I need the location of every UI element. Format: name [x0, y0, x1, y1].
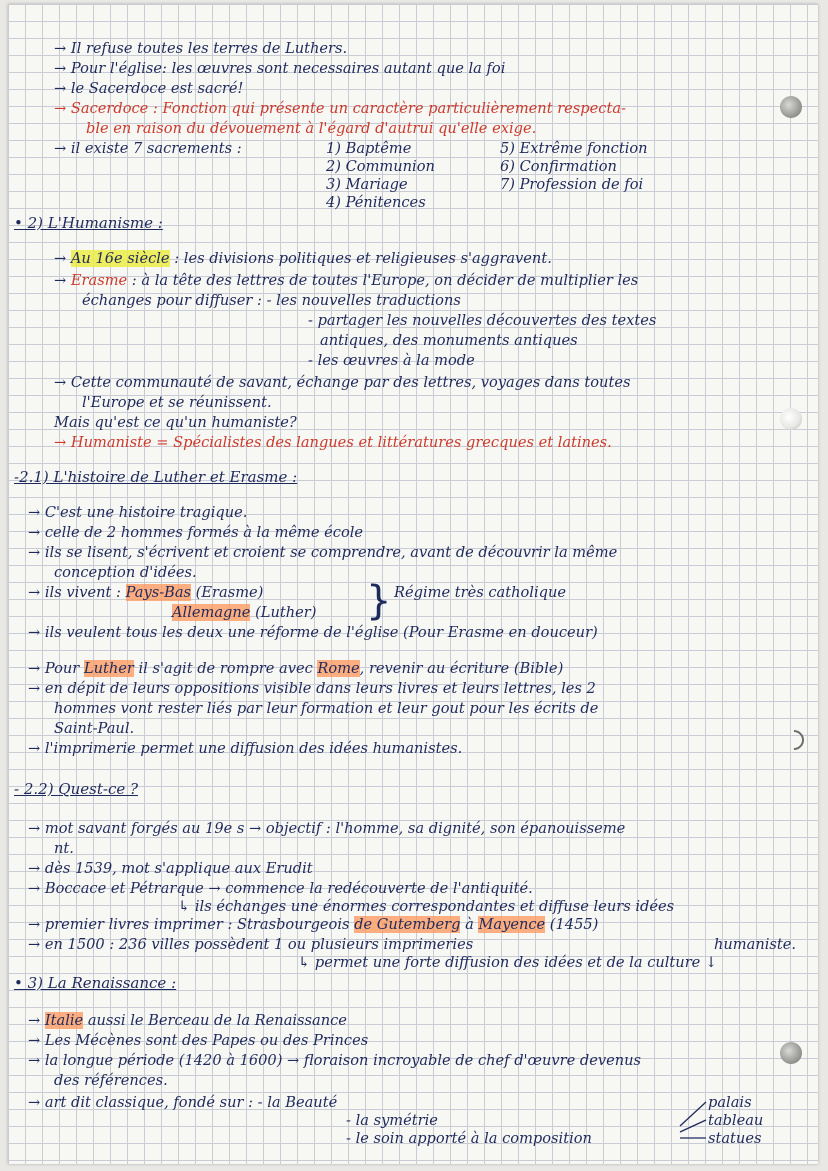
note-line: → Les Mécènes sont des Papes ou des Princes [28, 1032, 369, 1049]
note-line: → la longue période (1420 à 1600) → floraison incroyable de chef d'œuvre devenus [28, 1052, 642, 1069]
curly-brace-icon: } [366, 578, 392, 624]
sacerdoce-term: → Sacerdoce [54, 100, 149, 117]
list-item: 7) Profession de foi [500, 176, 644, 193]
note-line: → celle de 2 hommes formés à la même école [28, 524, 364, 541]
highlight: Pays-Bas [125, 584, 192, 601]
note-line: → premier livres imprimer : Strasbourgeois de Gutemberg à Mayence (1455) [28, 916, 599, 933]
note-line: → Il refuse toutes les terres de Luthers. [54, 40, 348, 57]
list-item: palais [708, 1094, 752, 1111]
note-line: Régime très catholique [394, 584, 566, 601]
note-line: - le soin apporté à la composition [346, 1130, 592, 1147]
highlight: Rome [317, 660, 360, 677]
note-line: l'Europe et se réunissent. [82, 394, 272, 411]
note-line: conception d'idées. [54, 564, 197, 581]
highlight: Luther [83, 660, 134, 677]
note-line: → l'imprimerie permet une diffusion des idées humanistes. [28, 740, 463, 757]
note-line: → en dépit de leurs oppositions visible dans leurs livres et leurs lettres, les 2 [28, 680, 596, 697]
highlight: Allemagne [172, 604, 251, 621]
note-line: des références. [54, 1072, 168, 1089]
connector-strokes [8, 4, 818, 1164]
note-line: → art dit classique, fondé sur : - la Beauté [28, 1094, 338, 1111]
highlight: Au 16e siècle [70, 250, 170, 267]
list-item: 5) Extrême fonction [500, 140, 648, 157]
note-line: → il existe 7 sacrements : [54, 140, 242, 157]
note-line: → mot savant forgés au 19e s → objectif : l'homme, sa dignité, son épanouisseme [28, 820, 626, 837]
note-line: → Au 16e siècle : les divisions politiques et religieuses s'aggravent. [54, 250, 552, 267]
highlight: de Gutemberg [354, 916, 461, 933]
note-line: antiques, des monuments antiques [320, 332, 578, 349]
humaniste-term: → Humaniste [54, 434, 152, 451]
note-line: humaniste. [714, 936, 797, 953]
note-line: hommes vont rester liés par leur formation et leur gout pour les écrits de [54, 700, 599, 717]
note-line: ↳ ils échanges une énormes correspondantes et diffuse leurs idées [178, 898, 675, 915]
erasme-term: Erasme [70, 272, 128, 289]
list-item: 2) Communion [326, 158, 435, 175]
note-line: ble en raison du dévouement à l'égard d'autrui qu'elle exige. [86, 120, 537, 137]
note-line: → Pour l'église: les œuvres sont necessaires autant que la foi [54, 60, 506, 77]
section-heading-humanisme: • 2) L'Humanisme : [14, 214, 163, 232]
note-line: → C'est une histoire tragique. [28, 504, 248, 521]
list-item: 3) Mariage [326, 176, 408, 193]
notebook-page [8, 4, 818, 1164]
note-line: → Sacerdoce : Fonction qui présente un caractère particulièrement respecta- [54, 100, 626, 117]
list-item: 6) Confirmation [500, 158, 617, 175]
list-item: 4) Pénitences [326, 194, 426, 211]
highlight: Italie [44, 1012, 84, 1029]
highlight: Mayence [478, 916, 546, 933]
section-heading-quest-ce: - 2.2) Quest-ce ? [14, 780, 139, 798]
note-line: nt. [54, 840, 74, 857]
note-line: → dès 1539, mot s'applique aux Erudit [28, 860, 313, 877]
list-item: statues [708, 1130, 762, 1147]
section-heading-renaissance: • 3) La Renaissance : [14, 974, 177, 992]
note-line: → ils vivent : Pays-Bas (Erasme) [28, 584, 264, 601]
note-line: → Pour Luther il s'agit de rompre avec Rome, revenir au écriture (Bible) [28, 660, 564, 677]
note-line: → ils veulent tous les deux une réforme de l'église (Pour Erasme en douceur) [28, 624, 598, 641]
section-heading-histoire: -2.1) L'histoire de Luther et Erasme : [14, 468, 298, 486]
note-line: Saint-Paul. [54, 720, 135, 737]
note-line: - la symétrie [346, 1112, 438, 1129]
note-line: échanges pour diffuser : - les nouvelles traductions [82, 292, 461, 309]
note-line: ↳ permet une forte diffusion des idées et de la culture ↓ [298, 954, 718, 971]
note-line: → Erasme : à la tête des lettres de toutes l'Europe, on décider de multiplier les [54, 272, 639, 289]
note-line: → le Sacerdoce est sacré! [54, 80, 244, 97]
note-line: → Humaniste = Spécialistes des langues et littératures grecques et latines. [54, 434, 612, 451]
note-line: → Cette communauté de savant, échange par des lettres, voyages dans toutes [54, 374, 631, 391]
list-item: 1) Baptême [326, 140, 412, 157]
note-line: → Italie aussi le Berceau de la Renaissance [28, 1012, 347, 1029]
note-line: → Boccace et Pétrarque → commence la redécouverte de l'antiquité. [28, 880, 533, 897]
note-line: - partager les nouvelles découvertes des textes [308, 312, 657, 329]
note-line: Allemagne (Luther) [172, 604, 317, 621]
list-item: tableau [708, 1112, 764, 1129]
note-line: Mais qu'est ce qu'un humaniste? [54, 414, 297, 431]
note-line: - les œuvres à la mode [308, 352, 475, 369]
note-line: → en 1500 : 236 villes possèdent 1 ou plusieurs imprimeries [28, 936, 474, 953]
note-line: → ils se lisent, s'écrivent et croient se comprendre, avant de découvrir la même [28, 544, 618, 561]
